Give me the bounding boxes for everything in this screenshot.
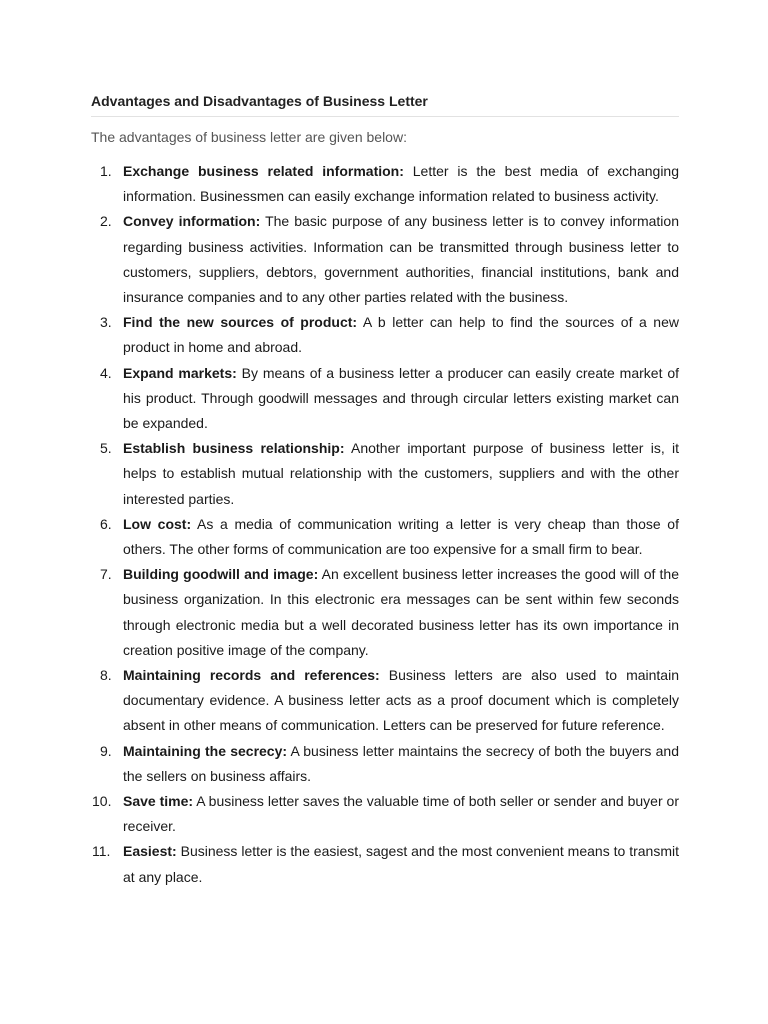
list-item: [91, 789, 679, 839]
list-item: [91, 209, 679, 310]
list-item: [91, 739, 679, 789]
item-number: 9.: [100, 742, 112, 759]
list-item: [91, 663, 679, 739]
item-term: Maintaining the secrecy:: [123, 742, 288, 759]
item-number: 3.: [100, 314, 112, 331]
document-title: Advantages and Disadvantages of Business Letter: [91, 93, 428, 109]
item-text: A business letter saves the valuable time of both seller or sender and buyer or receiver.: [123, 793, 679, 835]
list-item: [91, 159, 679, 209]
intro-text: The advantages of business letter are given below:: [91, 129, 407, 145]
item-term: Low cost:: [123, 515, 192, 532]
item-term: Find the new sources of product:: [123, 314, 358, 331]
item-number: 2.: [100, 213, 112, 230]
list-item: [91, 512, 679, 562]
item-text: The basic purpose of any business letter is to convey information regarding business activities. Information can be transmitted through business letter to customers, suppliers, debtors, government authorities, financial institutions, bank and insurance companies and to any other parties related with the business.: [123, 213, 679, 306]
item-text: By means of a business letter a producer can easily create market of his product. Through goodwill messages and through circular letters existing market can be expanded.: [123, 364, 679, 432]
item-text: Business letters are also used to maintain documentary evidence. A business letter acts as a proof document which is completely absent in other means of communication. Letters can be preserved for future reference.: [123, 667, 679, 734]
item-term: Expand markets:: [123, 364, 237, 381]
item-text: Letter is the best media of exchanging information. Businessmen can easily exchange information related to business activity.: [123, 163, 680, 205]
item-term: Convey information:: [123, 213, 261, 230]
item-term: Save time:: [123, 793, 194, 810]
item-text: As a media of communication writing a letter is very cheap than those of others. The other forms of communication are too expensive for a small firm to bear.: [123, 515, 679, 558]
item-number: 5.: [100, 440, 112, 457]
item-term: Maintaining records and references:: [123, 667, 380, 684]
item-number: 11.: [92, 843, 111, 860]
list-item: [91, 562, 679, 663]
item-text: A b letter can help to find the sources of a new product in home and abroad.: [123, 314, 679, 356]
item-term: Building goodwill and image:: [123, 566, 319, 583]
title-divider: [91, 116, 679, 117]
list-item: [91, 310, 679, 360]
item-term: Easiest:: [123, 843, 177, 860]
item-text: An excellent business letter increases the good will of the business organization. In this electronic era messages can be sent within few seconds through electronic media but a well decorated business letter has its own importance in creation positive image of the company.: [123, 566, 680, 658]
item-number: 8.: [100, 667, 112, 684]
list-item: [91, 361, 679, 437]
advantages-list: [91, 159, 679, 890]
item-text: A business letter maintains the secrecy of both the buyers and the sellers on business affairs.: [123, 742, 679, 784]
list-item: [91, 436, 679, 512]
item-number: 6.: [100, 515, 112, 532]
item-number: 4.: [100, 364, 112, 381]
item-number: 10.: [92, 793, 112, 810]
item-text: Another important purpose of business letter is, it helps to establish mutual relationship with the customers, suppliers and with the other interested parties.: [123, 440, 679, 507]
item-number: 1.: [100, 163, 112, 179]
item-number: 7.: [100, 566, 112, 583]
list-item: [91, 839, 679, 889]
item-term: Establish business relationship:: [123, 440, 345, 457]
item-text: Business letter is the easiest, sagest and the most convenient means to transmit at any place.: [123, 843, 679, 885]
item-term: Exchange business related information:: [123, 163, 404, 179]
